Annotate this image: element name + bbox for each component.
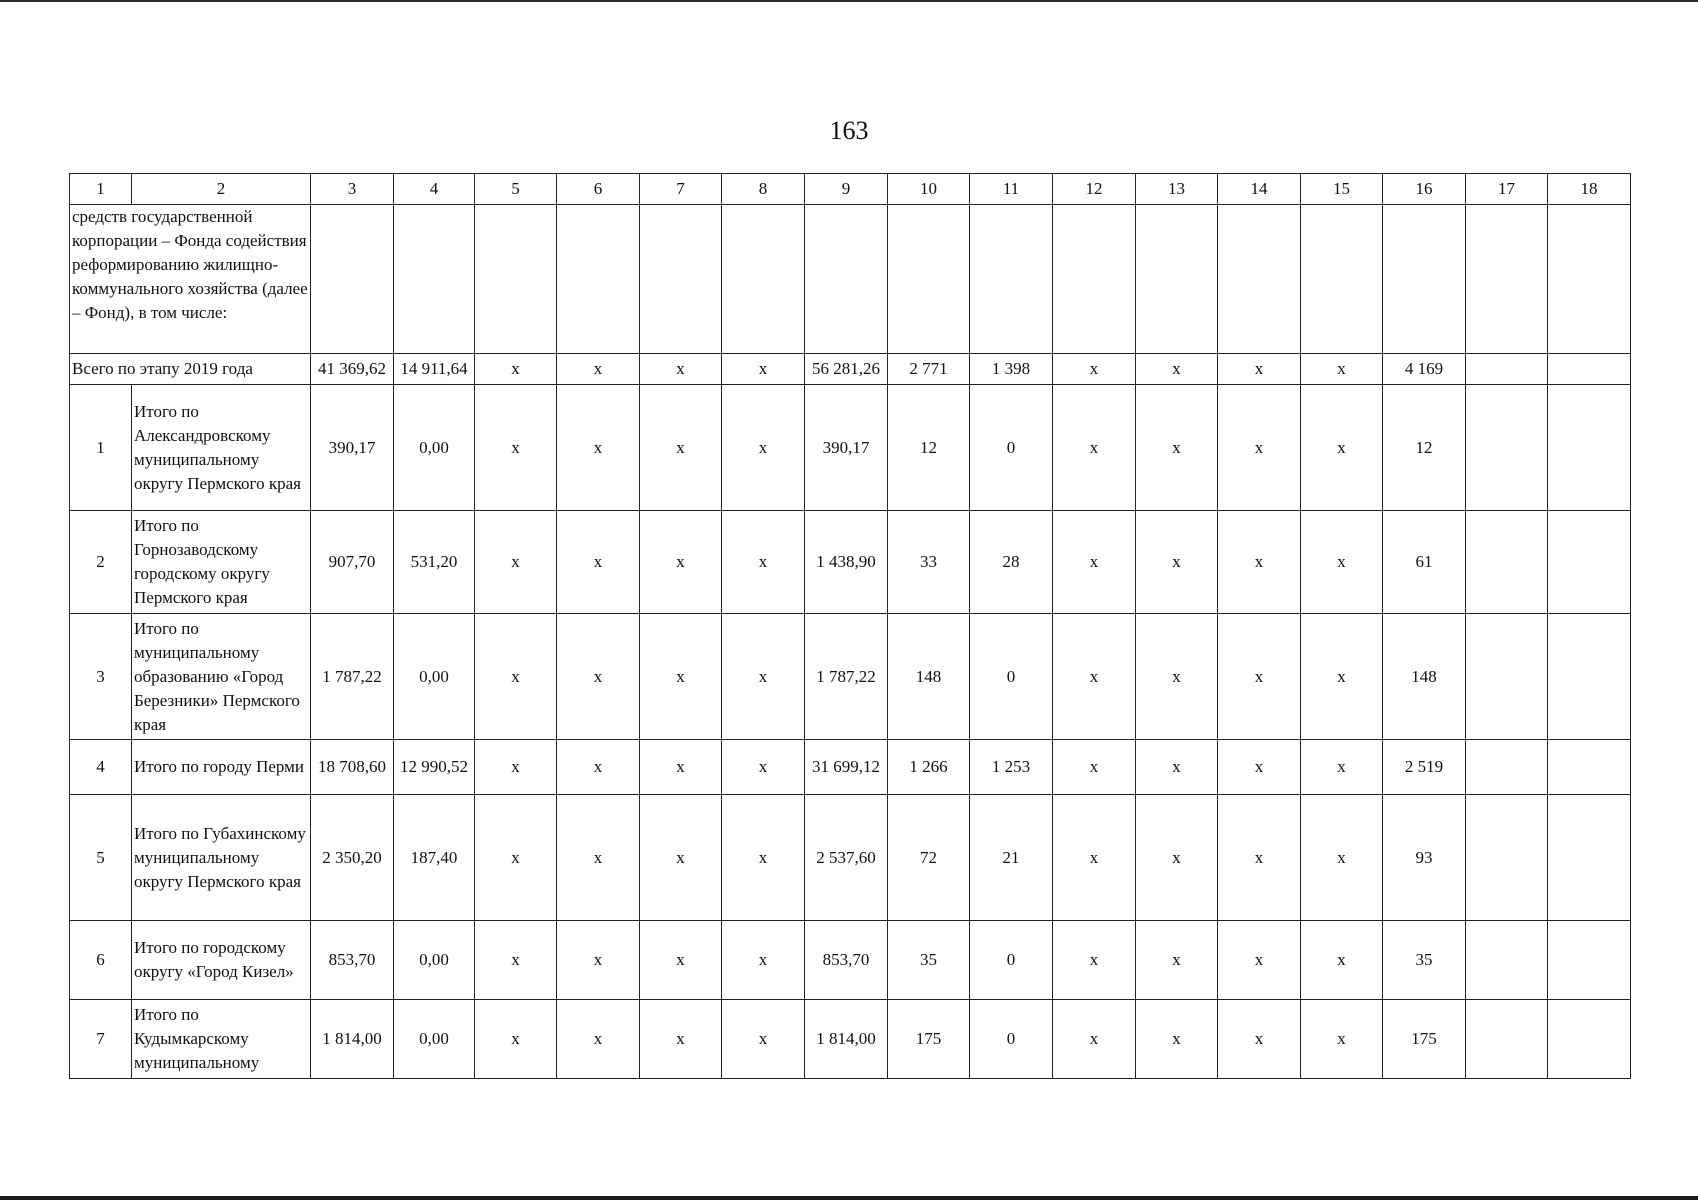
- table-cell: x: [557, 795, 640, 921]
- table-cell: 56 281,26: [805, 354, 888, 385]
- table-cell: x: [722, 740, 805, 795]
- table-cell: 1 253: [970, 740, 1053, 795]
- table-cell: x: [475, 511, 557, 614]
- table-cell: [1466, 740, 1548, 795]
- column-header: 16: [1383, 174, 1466, 205]
- table-cell: 1 398: [970, 354, 1053, 385]
- column-header: 1: [70, 174, 132, 205]
- column-header: 9: [805, 174, 888, 205]
- table-cell: x: [1136, 921, 1218, 1000]
- table-cell: x: [640, 921, 722, 1000]
- table-cell: [475, 205, 557, 354]
- table-cell: x: [722, 354, 805, 385]
- table-cell: [1383, 205, 1466, 354]
- table-cell: 148: [1383, 614, 1466, 740]
- table-cell: x: [1301, 1000, 1383, 1079]
- table-cell: x: [1301, 740, 1383, 795]
- column-header: 4: [394, 174, 475, 205]
- table-cell: [1218, 205, 1301, 354]
- table-cell: 907,70: [311, 511, 394, 614]
- table-cell: 18 708,60: [311, 740, 394, 795]
- table-cell: 1 814,00: [805, 1000, 888, 1079]
- table-cell: x: [1053, 385, 1136, 511]
- table-cell: x: [640, 740, 722, 795]
- table-cell: [970, 205, 1053, 354]
- table-cell: x: [1218, 795, 1301, 921]
- table-cell: x: [1136, 614, 1218, 740]
- table-row: [70, 614, 1631, 740]
- table-cell: 148: [888, 614, 970, 740]
- table-cell: [888, 205, 970, 354]
- table-cell: 28: [970, 511, 1053, 614]
- table-cell: x: [1301, 795, 1383, 921]
- row-number: 5: [70, 795, 132, 921]
- table-cell: [640, 205, 722, 354]
- table-cell: x: [722, 614, 805, 740]
- table-cell: [1466, 795, 1548, 921]
- table-cell: x: [1136, 511, 1218, 614]
- table-row: [70, 795, 1631, 921]
- table-cell: x: [640, 511, 722, 614]
- table-cell: 187,40: [394, 795, 475, 921]
- table-row: [70, 1000, 1631, 1079]
- table-cell: x: [475, 1000, 557, 1079]
- column-header: 8: [722, 174, 805, 205]
- column-header: 17: [1466, 174, 1548, 205]
- table-cell: [1053, 205, 1136, 354]
- row-name: Всего по этапу 2019 года: [70, 354, 311, 385]
- table-cell: [1548, 354, 1631, 385]
- table-cell: [1466, 385, 1548, 511]
- table-cell: x: [475, 385, 557, 511]
- table-cell: x: [722, 385, 805, 511]
- table-cell: x: [722, 921, 805, 1000]
- table-cell: [1301, 205, 1383, 354]
- table-cell: [1466, 614, 1548, 740]
- table-cell: [1548, 385, 1631, 511]
- table-cell: 853,70: [805, 921, 888, 1000]
- data-table: [69, 173, 1631, 1079]
- row-name: Итого по Кудымкарскому муниципальному: [132, 1000, 311, 1079]
- table-cell: [1548, 795, 1631, 921]
- table-cell: 0: [970, 921, 1053, 1000]
- table-cell: x: [475, 921, 557, 1000]
- row-number: 3: [70, 614, 132, 740]
- column-header: 13: [1136, 174, 1218, 205]
- column-header: 18: [1548, 174, 1631, 205]
- table-cell: 72: [888, 795, 970, 921]
- row-number: 2: [70, 511, 132, 614]
- table-cell: x: [640, 385, 722, 511]
- table-cell: [1466, 511, 1548, 614]
- table-cell: [1548, 205, 1631, 354]
- row-number: 1: [70, 385, 132, 511]
- table-row: [70, 740, 1631, 795]
- table-cell: 390,17: [805, 385, 888, 511]
- table-cell: x: [1218, 385, 1301, 511]
- table-cell: x: [1053, 921, 1136, 1000]
- table-row: [70, 385, 1631, 511]
- table-cell: 41 369,62: [311, 354, 394, 385]
- table-cell: x: [1053, 1000, 1136, 1079]
- page-number: 163: [829, 116, 869, 145]
- table-cell: x: [1218, 614, 1301, 740]
- table-cell: [1466, 205, 1548, 354]
- intro-text: средств государственной корпорации – Фонда содействия реформированию жилищно-коммунального хозяйства (далее – Фонд), в том числе:: [70, 205, 311, 354]
- column-header: 14: [1218, 174, 1301, 205]
- table-cell: x: [557, 385, 640, 511]
- row-name: Итого по Александровскому муниципальному округу Пермского края: [132, 385, 311, 511]
- table-cell: x: [1218, 511, 1301, 614]
- table-cell: 0,00: [394, 921, 475, 1000]
- column-header: 15: [1301, 174, 1383, 205]
- table-cell: 0: [970, 1000, 1053, 1079]
- column-header: 11: [970, 174, 1053, 205]
- table-cell: x: [557, 614, 640, 740]
- table-cell: x: [475, 354, 557, 385]
- table-cell: 0,00: [394, 385, 475, 511]
- table-cell: 0: [970, 385, 1053, 511]
- table-cell: 0,00: [394, 1000, 475, 1079]
- table-cell: x: [1301, 511, 1383, 614]
- table-cell: x: [557, 740, 640, 795]
- table-cell: 0: [970, 614, 1053, 740]
- column-header: 5: [475, 174, 557, 205]
- total-row: [70, 354, 1631, 385]
- table-cell: x: [1218, 740, 1301, 795]
- column-header: 6: [557, 174, 640, 205]
- table-cell: [311, 205, 394, 354]
- table-cell: 1 266: [888, 740, 970, 795]
- table-row: [70, 511, 1631, 614]
- row-number: 4: [70, 740, 132, 795]
- table-cell: x: [1136, 385, 1218, 511]
- table-cell: x: [1218, 921, 1301, 1000]
- table-cell: 1 787,22: [805, 614, 888, 740]
- table-cell: x: [640, 614, 722, 740]
- table-cell: 12: [888, 385, 970, 511]
- table-cell: x: [640, 795, 722, 921]
- table-cell: x: [475, 795, 557, 921]
- table-cell: 61: [1383, 511, 1466, 614]
- table-cell: [394, 205, 475, 354]
- table-cell: 2 350,20: [311, 795, 394, 921]
- table-cell: x: [640, 1000, 722, 1079]
- column-header: 2: [132, 174, 311, 205]
- row-number: 7: [70, 1000, 132, 1079]
- table-cell: x: [475, 740, 557, 795]
- table-cell: 21: [970, 795, 1053, 921]
- table-cell: 390,17: [311, 385, 394, 511]
- table-cell: [1466, 921, 1548, 1000]
- table-cell: x: [1136, 740, 1218, 795]
- row-name: Итого по муниципальному образованию «Город Березники» Пермского края: [132, 614, 311, 740]
- table-cell: 2 519: [1383, 740, 1466, 795]
- table-cell: 2 537,60: [805, 795, 888, 921]
- scan-edge-bottom: [0, 1196, 1698, 1200]
- table-cell: [1466, 1000, 1548, 1079]
- table-cell: 1 787,22: [311, 614, 394, 740]
- table-cell: x: [722, 795, 805, 921]
- column-header: 3: [311, 174, 394, 205]
- table-row: [70, 921, 1631, 1000]
- column-number-row: [70, 174, 1631, 205]
- table-cell: 12 990,52: [394, 740, 475, 795]
- table-cell: x: [1053, 614, 1136, 740]
- row-name: Итого по Губахинскому муниципальному округу Пермского края: [132, 795, 311, 921]
- table-cell: [1136, 205, 1218, 354]
- table-cell: 853,70: [311, 921, 394, 1000]
- row-number: 6: [70, 921, 132, 1000]
- table-cell: [557, 205, 640, 354]
- column-header: 7: [640, 174, 722, 205]
- table-cell: x: [722, 511, 805, 614]
- table-cell: 1 438,90: [805, 511, 888, 614]
- scan-edge-top: [0, 0, 1698, 2]
- table-cell: 31 699,12: [805, 740, 888, 795]
- table-cell: [805, 205, 888, 354]
- table-cell: 35: [1383, 921, 1466, 1000]
- table-cell: x: [1136, 354, 1218, 385]
- table-cell: 12: [1383, 385, 1466, 511]
- intro-row: [70, 205, 1631, 354]
- table-cell: x: [1301, 921, 1383, 1000]
- table-cell: x: [1053, 511, 1136, 614]
- table-cell: x: [557, 1000, 640, 1079]
- table-cell: x: [722, 1000, 805, 1079]
- table-cell: x: [1218, 354, 1301, 385]
- table-cell: x: [557, 921, 640, 1000]
- table-cell: x: [1301, 354, 1383, 385]
- table-cell: x: [1301, 385, 1383, 511]
- table-cell: 0,00: [394, 614, 475, 740]
- column-header: 12: [1053, 174, 1136, 205]
- table-cell: 35: [888, 921, 970, 1000]
- table-cell: x: [1218, 1000, 1301, 1079]
- table-cell: x: [557, 511, 640, 614]
- row-name: Итого по городскому округу «Город Кизел»: [132, 921, 311, 1000]
- table-cell: 33: [888, 511, 970, 614]
- table-cell: [1548, 614, 1631, 740]
- table-cell: 175: [888, 1000, 970, 1079]
- row-name: Итого по городу Перми: [132, 740, 311, 795]
- table-cell: [1548, 1000, 1631, 1079]
- column-header: 10: [888, 174, 970, 205]
- table-cell: x: [640, 354, 722, 385]
- table-cell: [1466, 354, 1548, 385]
- table-cell: x: [557, 354, 640, 385]
- table-cell: x: [475, 614, 557, 740]
- table-cell: x: [1053, 795, 1136, 921]
- table-cell: [1548, 740, 1631, 795]
- table-cell: 14 911,64: [394, 354, 475, 385]
- table-cell: 175: [1383, 1000, 1466, 1079]
- table-cell: x: [1053, 740, 1136, 795]
- table-cell: x: [1053, 354, 1136, 385]
- table-cell: x: [1136, 795, 1218, 921]
- row-name: Итого по Горнозаводскому городскому округу Пермского края: [132, 511, 311, 614]
- table-cell: 93: [1383, 795, 1466, 921]
- table-cell: [1548, 921, 1631, 1000]
- table-cell: 1 814,00: [311, 1000, 394, 1079]
- table-cell: 2 771: [888, 354, 970, 385]
- table-cell: 531,20: [394, 511, 475, 614]
- table-cell: [722, 205, 805, 354]
- table-cell: x: [1136, 1000, 1218, 1079]
- table-cell: [1548, 511, 1631, 614]
- table-cell: x: [1301, 614, 1383, 740]
- table-cell: 4 169: [1383, 354, 1466, 385]
